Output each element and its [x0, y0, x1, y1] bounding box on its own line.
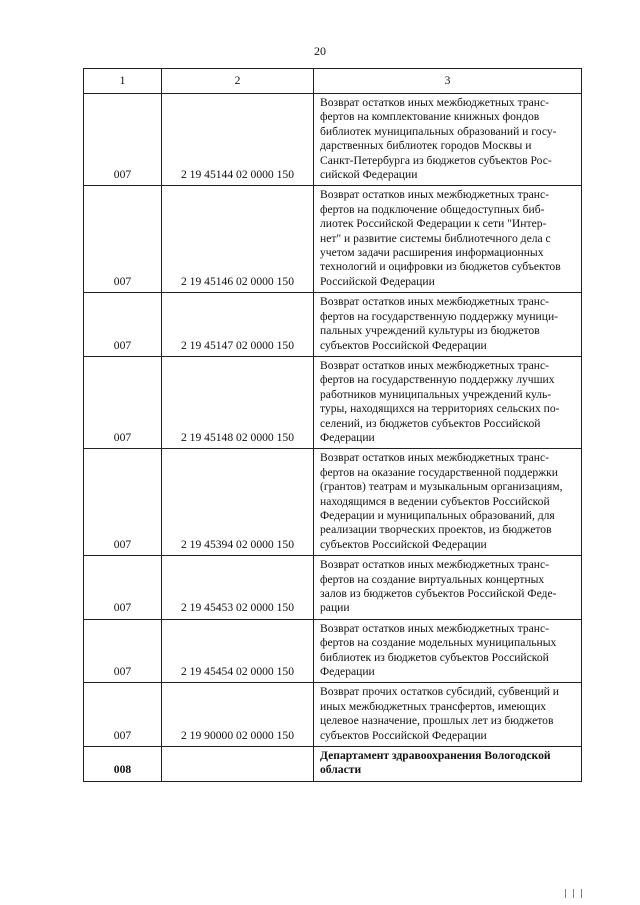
table-row [84, 556, 582, 620]
description-cell [314, 556, 582, 620]
admin-code-cell: 007 [84, 356, 162, 448]
description-line: дарственных библиотек городов Москвы и [320, 139, 532, 153]
description-line: Федерации и муниципальных образований, для [320, 508, 555, 522]
admin-code-cell: 007 [84, 449, 162, 556]
description-line: нет" и развитие системы библиотечного дела с [320, 231, 551, 245]
description-line: Возврат остатков иных межбюджетных транс- [320, 451, 549, 465]
description-line: целевое назначение, прошлых лет из бюджетов [320, 714, 554, 728]
budget-code-cell: 2 19 45146 02 0000 150 [162, 186, 314, 293]
description-line: Санкт-Петербурга из бюджетов субъектов Рос- [320, 153, 552, 167]
header-col-2: 2 [162, 69, 314, 94]
description-line: Возврат остатков иных межбюджетных транс- [320, 358, 549, 372]
description-line: находящимся в ведении субъектов Российской [320, 494, 550, 508]
description-line: фертов на создание модельных муниципальных [320, 636, 557, 650]
description-line: сийской Федерации [320, 168, 418, 182]
description-cell [314, 94, 582, 186]
table-row [84, 94, 582, 186]
description-line: субъектов Российской Федерации [320, 537, 487, 551]
description-line: фертов на государственную поддержку лучших [320, 373, 555, 387]
description-line: селений, из бюджетов субъектов Российской [320, 416, 541, 430]
admin-code-cell: 007 [84, 186, 162, 293]
description-line: иных межбюджетных трансфертов, имеющих [320, 699, 547, 713]
description-line: Возврат остатков иных межбюджетных транс- [320, 558, 549, 572]
description-line: работников муниципальных учреждений куль- [320, 387, 552, 401]
description-line: субъектов Российской Федерации [320, 728, 487, 742]
table-row [84, 619, 582, 683]
description-line: фертов на подключение общедоступных биб- [320, 202, 545, 216]
description-line: Федерации [320, 430, 375, 444]
budget-code-cell: 2 19 45454 02 0000 150 [162, 619, 314, 683]
description-line: Возврат остатков иных межбюджетных транс- [320, 188, 549, 202]
admin-code-cell: 007 [84, 556, 162, 620]
description-line: фертов на государственную поддержку муници- [320, 309, 559, 323]
description-line: фертов на создание виртуальных концертных [320, 572, 545, 586]
description-line: области [320, 763, 362, 777]
admin-code-cell: 007 [84, 293, 162, 357]
description-line: технологий и оцифровки из бюджетов субъектов [320, 260, 561, 274]
description-line: библиотек муниципальных образований и госу- [320, 124, 557, 138]
budget-code-cell: 2 19 90000 02 0000 150 [162, 683, 314, 747]
description-cell [314, 356, 582, 448]
description-line: Федерации [320, 665, 375, 679]
description-line: Российской Федерации [320, 274, 435, 288]
table-row [84, 683, 582, 747]
admin-code-cell: 007 [84, 619, 162, 683]
description-line: Возврат остатков иных межбюджетных транс- [320, 96, 549, 109]
admin-code-cell: 008 [84, 747, 162, 782]
table-row [84, 293, 582, 357]
description-line: учетом задачи расширения информационных [320, 246, 544, 260]
budget-code-cell: 2 19 45453 02 0000 150 [162, 556, 314, 620]
description-line: Возврат остатков иных межбюджетных транс- [320, 295, 549, 309]
description-line: фертов на оказание государственной поддержки [320, 465, 558, 479]
table-row [84, 356, 582, 448]
description-cell [314, 449, 582, 556]
admin-code-cell: 007 [84, 94, 162, 186]
department-row [84, 747, 582, 782]
header-col-1: 1 [84, 69, 162, 94]
description-line: фертов на комплектование книжных фондов [320, 110, 540, 124]
table-header-row [84, 69, 582, 94]
budget-code-cell [162, 747, 314, 782]
description-line: Возврат прочих остатков субсидий, субвенций и [320, 685, 559, 699]
admin-code-cell: 007 [84, 683, 162, 747]
header-col-3: 3 [314, 69, 582, 94]
description-line: рации [320, 601, 350, 615]
description-line: туры, находящихся на территориях сельских по- [320, 402, 560, 416]
corner-mark: | | | [564, 889, 584, 899]
description-line: пальных учреждений культуры из бюджетов [320, 324, 540, 338]
description-line: библиотек из бюджетов субъектов Российской [320, 650, 549, 664]
budget-code-cell: 2 19 45147 02 0000 150 [162, 293, 314, 357]
description-line: (грантов) театрам и музыкальным организациям, [320, 480, 563, 494]
description-line: залов из бюджетов субъектов Российской Феде- [320, 587, 557, 600]
page-number: 20 [314, 44, 326, 58]
table-row [84, 449, 582, 556]
description-cell [314, 186, 582, 293]
table-row [84, 186, 582, 293]
budget-code-cell: 2 19 45144 02 0000 150 [162, 94, 314, 186]
description-cell [314, 619, 582, 683]
budget-code-cell: 2 19 45148 02 0000 150 [162, 356, 314, 448]
description-cell [314, 683, 582, 747]
budget-code-cell: 2 19 45394 02 0000 150 [162, 449, 314, 556]
budget-classification-table [83, 68, 582, 782]
description-line: реализации творческих проектов, из бюджетов [320, 523, 552, 537]
description-line: субъектов Российской Федерации [320, 338, 487, 352]
description-cell [314, 293, 582, 357]
description-cell [314, 747, 582, 782]
description-line: лиотек Российской Федерации к сети "Интер- [320, 217, 547, 231]
description-line: Департамент здравоохранения Вологодской [320, 749, 551, 763]
description-line: Возврат остатков иных межбюджетных транс- [320, 621, 549, 635]
